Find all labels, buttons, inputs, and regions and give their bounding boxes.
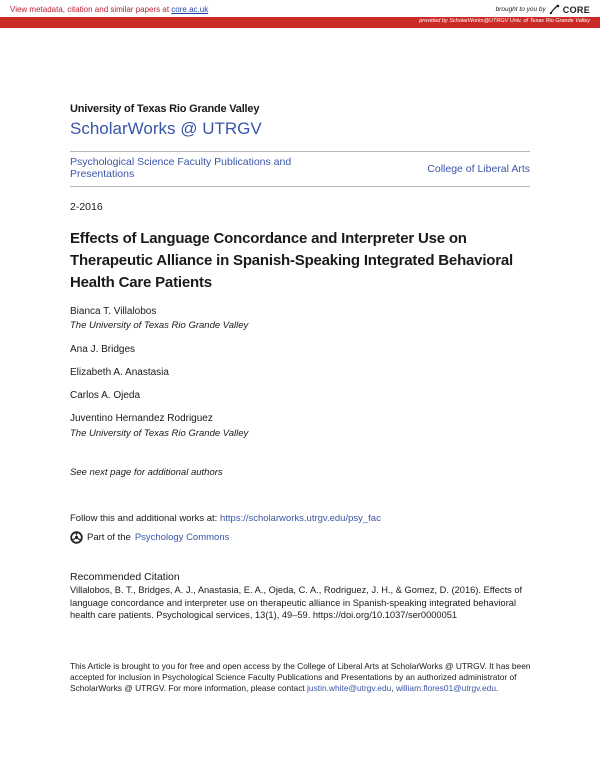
contact-email-link[interactable]: william.flores01@utrgv.edu [395, 683, 496, 693]
part-of-line [70, 531, 229, 544]
core-logo-icon [549, 4, 560, 15]
paper-title: Effects of Language Concordance and Interpreter Use on Therapeutic Alliance in Spanish-Speaking Integrated Behavioral Health Care Patients [70, 230, 513, 291]
follow-text: Follow this and additional works at: [70, 513, 218, 524]
banner-text: View metadata, citation and similar papers at [10, 5, 170, 14]
contact-email-link[interactable]: justin.white@utrgv.edu [307, 683, 392, 693]
author-name: Bianca T. Villalobos [70, 306, 157, 317]
provided-by-text[interactable]: provided by ScholarWorks@UTRGV Univ. of Texas Rio Grande Valley [419, 18, 590, 24]
follow-url-link[interactable]: https://scholarworks.utrgv.edu/psy_fac [219, 513, 381, 524]
university-name: University of Texas Rio Grande Valley [70, 103, 260, 115]
citation-heading: Recommended Citation [70, 571, 180, 583]
author-name: Elizabeth A. Anastasia [70, 367, 169, 378]
collection-link[interactable]: Psychological Science Faculty Publications and Presentations [70, 156, 292, 180]
follow-line [70, 513, 381, 524]
divider [70, 151, 530, 152]
psychology-commons-link[interactable]: Psychology Commons [134, 532, 230, 543]
access-text: This Article is brought to you for free and open access by the College of Liberal Arts at ScholarWorks @ UTRGV. It has been accepted for inclusion in Psychological Science Faculty Publications and Presentations by an authorized administrator of ScholarWorks @ UTRGV. For more information, please contact [70, 661, 531, 693]
college-link[interactable]: College of Liberal Arts [427, 163, 530, 175]
part-of-text: Part of the [87, 532, 131, 543]
core-logo-text: CORE [562, 4, 590, 15]
access-statement [70, 661, 532, 694]
core-brand[interactable] [496, 4, 590, 15]
author-affiliation: The University of Texas Rio Grande Valley [70, 320, 249, 331]
author-affiliation: The University of Texas Rio Grande Valley [70, 428, 249, 439]
email-separator: , [391, 683, 394, 693]
core-ac-uk-link[interactable]: core.ac.uk [171, 5, 209, 14]
author-name: Ana J. Bridges [70, 344, 136, 355]
divider [70, 186, 530, 187]
publication-date: 2-2016 [70, 201, 103, 213]
network-commons-icon [70, 531, 83, 544]
core-metadata-banner [10, 5, 208, 14]
citation-text: Villalobos, B. T., Bridges, A. J., Anastasia, E. A., Ojeda, C. A., Rodriguez, J. H., & Gomez, D. (2016). Effects of language concordance and interpreter use on therapeutic alliance in Spanish-speaking integrated behavioral health care patients. Psychological services, 13(1), 49–59. https://doi.org/10.1037/ser0000051 [70, 585, 523, 620]
brought-by-text: brought to you by [495, 6, 546, 13]
additional-authors-note: See next page for additional authors [70, 467, 223, 478]
sentence-end: . [495, 683, 499, 693]
provider-bar [0, 17, 600, 28]
author-name: Juventino Hernandez Rodriguez [70, 413, 213, 424]
repository-link[interactable]: ScholarWorks @ UTRGV [70, 119, 262, 138]
author-name: Carlos A. Ojeda [70, 390, 141, 401]
